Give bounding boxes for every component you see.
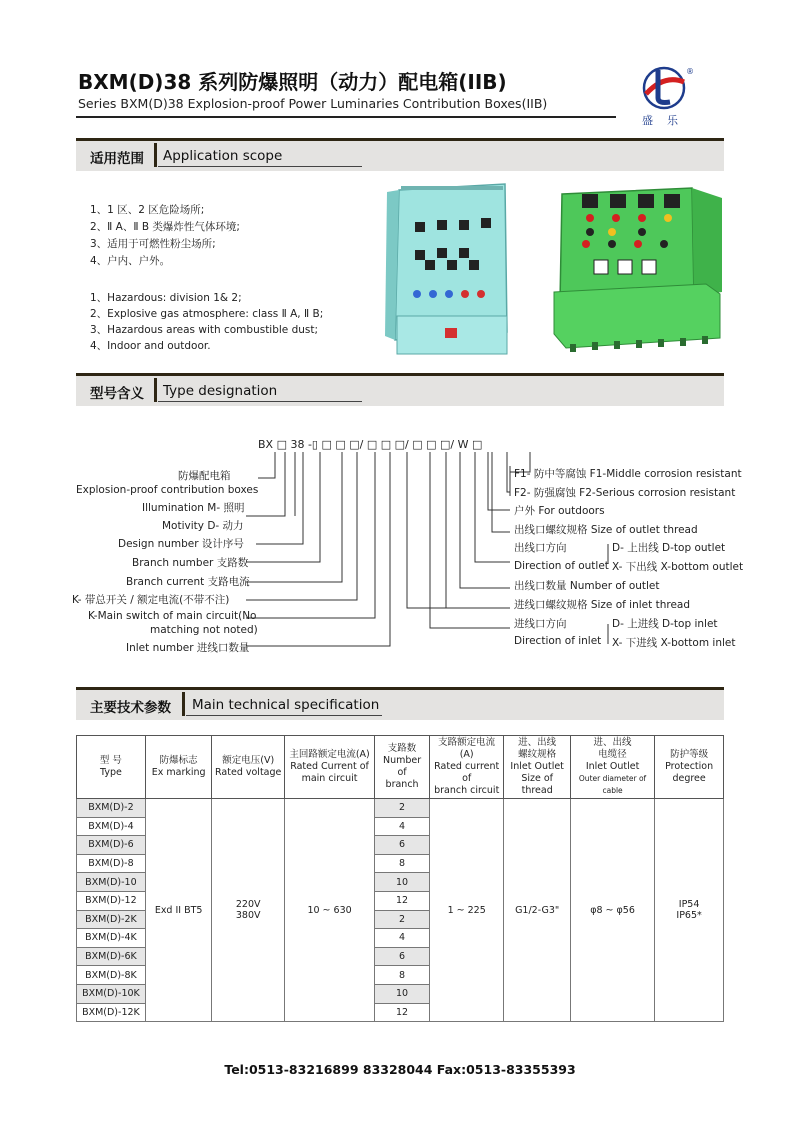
label-outlet-x: X- 下出线 X-bottom outlet (612, 561, 744, 573)
header-rated-voltage: 额定电压(V) Rated voltage (212, 736, 284, 799)
section-divider (154, 143, 157, 167)
cell-type: BXM(D)-6K (77, 947, 146, 966)
section-title-en: Type designation (163, 383, 278, 399)
label-main-switch-en: K-Main switch of main circuit(No (88, 610, 257, 622)
section-underline (158, 166, 362, 167)
type-designation-diagram (70, 436, 744, 666)
section-divider (154, 378, 157, 402)
page-title: BXM(D)38 系列防爆照明（动力）配电箱(IIB) (78, 70, 507, 94)
cell-branch: 2 (375, 910, 430, 929)
label-inlet-number: Inlet number 进线口数量 (126, 642, 250, 654)
cell-type: BXM(D)-12K (77, 1003, 146, 1022)
table-header-row (77, 736, 724, 799)
title-divider (76, 116, 616, 118)
scope-en-item: 1、Hazardous: division 1& 2; (90, 292, 242, 304)
scope-cn-item: 1、1 区、2 区危险场所; (90, 204, 205, 216)
label-outlet-thread: 出线口螺纹规格 Size of outlet thread (514, 524, 698, 536)
label-main-switch-cn: K- 带总开关 / 额定电流(不带不注) (72, 594, 230, 606)
section-title-cn: 适用范围 (90, 151, 144, 167)
cell-branch: 8 (375, 854, 430, 873)
logo-emblem-icon (640, 64, 696, 112)
section-divider (182, 692, 185, 716)
scope-cn-item: 3、适用于可燃性粉尘场所; (90, 238, 216, 250)
cell-ex-marking: Exd II BT5 (145, 799, 212, 1022)
cell-branch-current: 1 ~ 225 (429, 799, 503, 1022)
spec-table (76, 735, 724, 1022)
cell-branch: 6 (375, 947, 430, 966)
section-title-cn: 主要技术参数 (90, 700, 171, 716)
section-title-en: Application scope (163, 148, 283, 164)
label-inlet-direction-cn: 进线口方向 (514, 618, 567, 630)
header-branch-number: 支路数 Number of branch (375, 736, 430, 799)
label-f2: F2- 防强腐蚀 F2-Serious corrosion resistant (514, 487, 736, 499)
label-outlet-number: 出线口数量 Number of outlet (514, 580, 660, 592)
section-underline (158, 401, 362, 402)
table-row (77, 799, 724, 818)
cell-branch: 12 (375, 1003, 430, 1022)
scope-en-item: 3、Hazardous areas with combustible dust; (90, 324, 319, 336)
cell-type: BXM(D)-2 (77, 799, 146, 818)
cell-rated-voltage: 220V 380V (212, 799, 284, 1022)
green-distribution-box-image (546, 184, 726, 362)
cell-type: BXM(D)-4K (77, 929, 146, 948)
section-title-cn: 型号含义 (90, 386, 144, 402)
cell-branch: 2 (375, 799, 430, 818)
page-subtitle: Series BXM(D)38 Explosion-proof Power Luminaries Contribution Boxes(IIB) (78, 96, 548, 111)
label-design-number: Design number 设计序号 (118, 538, 244, 550)
label-f1: F1- 防中等腐蚀 F1-Middle corrosion resistant (514, 468, 742, 480)
logo-text: 盛乐 (642, 114, 692, 127)
contact-footer: Tel:0513-83216899 83328044 Fax:0513-83355393 (224, 1062, 576, 1077)
registered-mark: ® (686, 67, 694, 76)
section-underline (186, 715, 382, 716)
cell-type: BXM(D)-2K (77, 910, 146, 929)
cell-type: BXM(D)-12 (77, 891, 146, 910)
company-logo (640, 64, 696, 126)
label-illumination: Illumination M- 照明 (142, 502, 245, 514)
cell-protection: IP54 IP65* (655, 799, 724, 1022)
section-title-en: Main technical specification (192, 697, 380, 713)
cell-type: BXM(D)-6 (77, 836, 146, 855)
cell-type: BXM(D)-10K (77, 984, 146, 1003)
section-header-type (76, 373, 724, 406)
scope-en-item: 4、Indoor and outdoor. (90, 340, 211, 352)
cell-branch: 8 (375, 966, 430, 985)
label-explosion-proof-cn: 防爆配电箱 (178, 470, 231, 482)
scope-cn-item: 4、户内、户外。 (90, 255, 171, 267)
cell-branch: 6 (375, 836, 430, 855)
cell-branch: 12 (375, 891, 430, 910)
cell-branch: 10 (375, 873, 430, 892)
label-inlet-direction-en: Direction of inlet (514, 635, 602, 647)
header-type: 型 号 Type (77, 736, 146, 799)
section-header-scope (76, 138, 724, 171)
label-explosion-proof-en: Explosion-proof contribution boxes (76, 484, 259, 496)
header-thread: 进、出线 螺纹规格 Inlet Outlet Size of thread (504, 736, 571, 799)
cell-main-current: 10 ~ 630 (284, 799, 374, 1022)
cell-cable: φ8 ~ φ56 (570, 799, 654, 1022)
label-motivity: Motivity D- 动力 (162, 520, 244, 532)
label-inlet-x: X- 下进线 X-bottom inlet (612, 637, 736, 649)
cell-branch: 4 (375, 817, 430, 836)
header-branch-current: 支路额定电流(A) Rated current of branch circuit (429, 736, 503, 799)
section-header-spec (76, 687, 724, 720)
cell-thread: G1/2-G3" (504, 799, 571, 1022)
cell-type: BXM(D)-4 (77, 817, 146, 836)
header-cable: 进、出线 电缆径 Inlet Outlet Outer diameter of cable (570, 736, 654, 799)
scope-en-item: 2、Explosive gas atmosphere: class Ⅱ A, Ⅱ B; (90, 308, 324, 320)
label-outlet-d: D- 上出线 D-top outlet (612, 542, 726, 554)
cell-type: BXM(D)-10 (77, 873, 146, 892)
label-inlet-d: D- 上进线 D-top inlet (612, 618, 718, 630)
label-branch-number: Branch number 支路数 (132, 557, 249, 569)
cell-branch: 4 (375, 929, 430, 948)
cell-type: BXM(D)-8 (77, 854, 146, 873)
label-main-switch-en-2: matching not noted) (150, 624, 258, 636)
label-outlet-direction-en: Direction of outlet (514, 560, 609, 572)
designation-code: BX □ 38 -▯ □ □ □/ □ □ □/ □ □ □/ W □ (258, 438, 483, 451)
cyan-distribution-box-image (385, 182, 510, 360)
scope-cn-item: 2、Ⅱ A、Ⅱ B 类爆炸性气体环境; (90, 221, 240, 233)
header-main-current: 主回路额定电流(A) Rated Current of main circuit (284, 736, 374, 799)
cell-type: BXM(D)-8K (77, 966, 146, 985)
cell-branch: 10 (375, 984, 430, 1003)
header-ex-marking: 防爆标志 Ex marking (145, 736, 212, 799)
label-inlet-thread: 进线口螺纹规格 Size of inlet thread (514, 599, 691, 611)
label-outdoor: 户外 For outdoors (514, 505, 605, 517)
label-outlet-direction-cn: 出线口方向 (514, 542, 567, 554)
header-protection: 防护等级 Protection degree (655, 736, 724, 799)
label-branch-current: Branch current 支路电流 (126, 576, 250, 588)
